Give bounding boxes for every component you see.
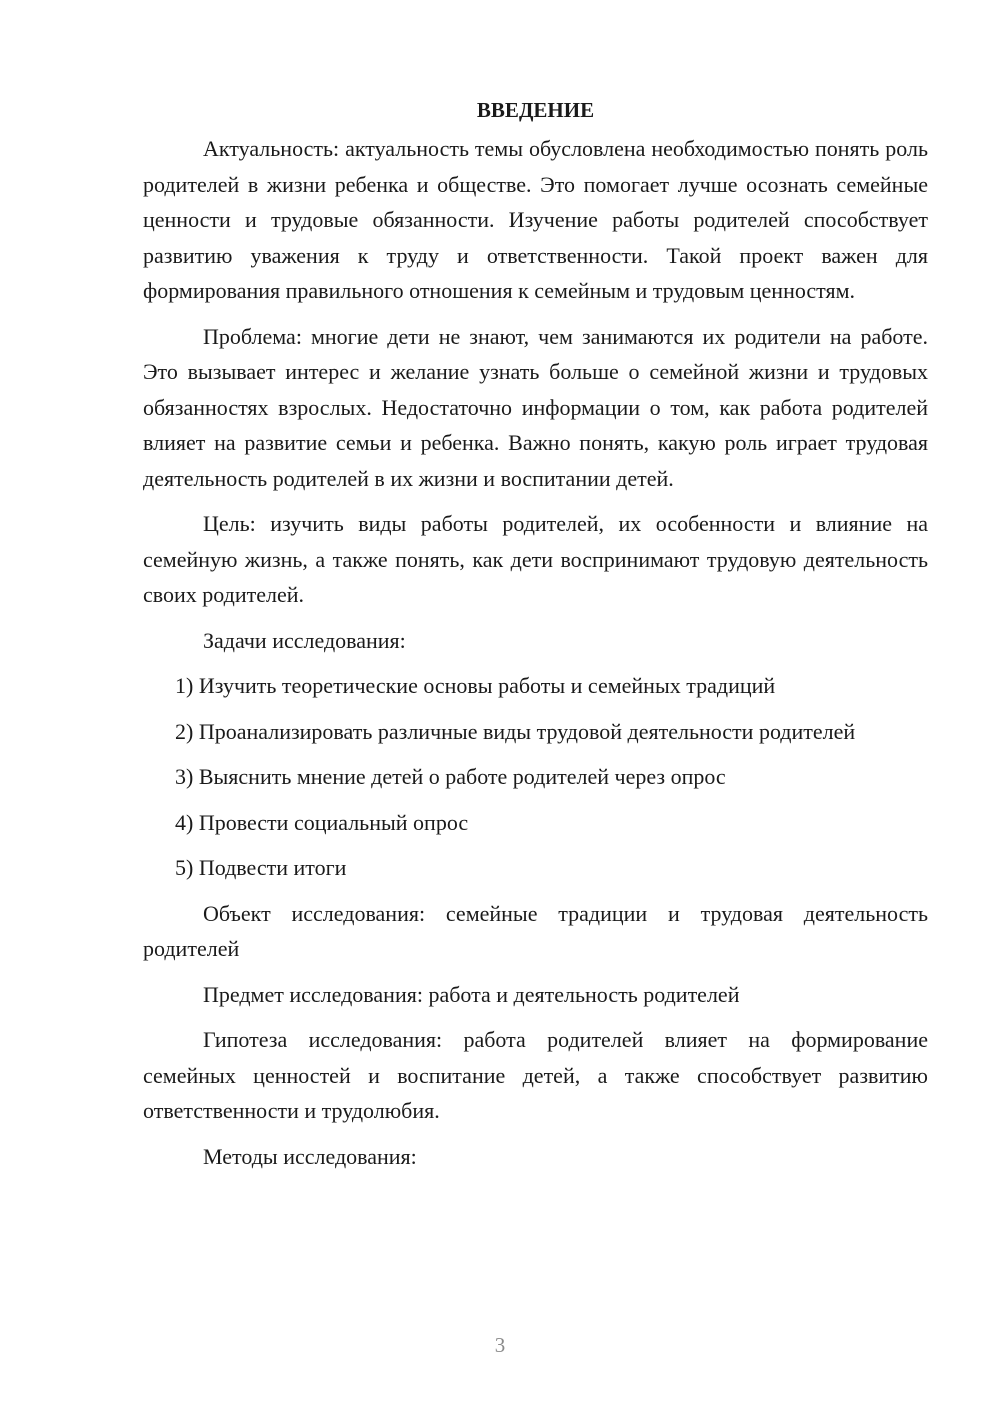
paragraph-hypothesis: Гипотеза исследования: работа родителей влияет на формирование семейных ценностей и воспитание детей, а также способствует развитию ответственности и трудолюбия. — [143, 1027, 928, 1123]
paragraph-methods: Методы исследования: — [203, 1143, 417, 1169]
task-item-5: 5) Подвести итоги — [175, 855, 347, 880]
section-heading: ВВЕДЕНИЕ — [476, 98, 595, 122]
paragraph-goal: Цель: изучить виды работы родителей, их особенности и влияние на семейную жизнь, а также понять, как дети воспринимают трудовую деятельность своих родителей. — [143, 511, 928, 607]
paragraph-relevance: Актуальность: актуальность темы обусловлена необходимостью понять роль родителей в жизни ребенка и обществе. Это помогает лучше осознать семейные ценности и трудовые обязанности. Изучение работы родителей способствует развитию уважения к труду и ответственности. Такой проект важен для формирования правильного отношения к семейным и трудовым ценностям. — [143, 136, 928, 303]
page-number: 3 — [494, 1333, 506, 1357]
task-item-4: 4) Провести социальный опрос — [175, 809, 469, 835]
task-item-3: 3) Выяснить мнение детей о работе родителей через опрос — [175, 764, 726, 789]
paragraph-tasks-heading: Задачи исследования: — [203, 627, 406, 653]
task-item-1: 1) Изучить теоретические основы работы и семейных традиций — [175, 673, 776, 698]
paragraph-object: Объект исследования: семейные традиции и трудовая деятельность родителей — [143, 900, 928, 961]
document-page — [143, 92, 928, 1184]
task-item-2: 2) Проанализировать различные виды трудовой деятельности родителей — [175, 718, 856, 744]
paragraph-problem: Проблема: многие дети не знают, чем занимаются их родители на работе. Это вызывает интерес и желание узнать больше о семейной жизни и трудовых обязанностях взрослых. Недостаточно информации о том, как работа родителей влияет на развитие семьи и ребенка. Важно понять, какую роль играет трудовая деятельность родителей в их жизни и воспитании детей. — [143, 323, 928, 491]
paragraph-subject: Предмет исследования: работа и деятельность родителей — [203, 981, 740, 1007]
